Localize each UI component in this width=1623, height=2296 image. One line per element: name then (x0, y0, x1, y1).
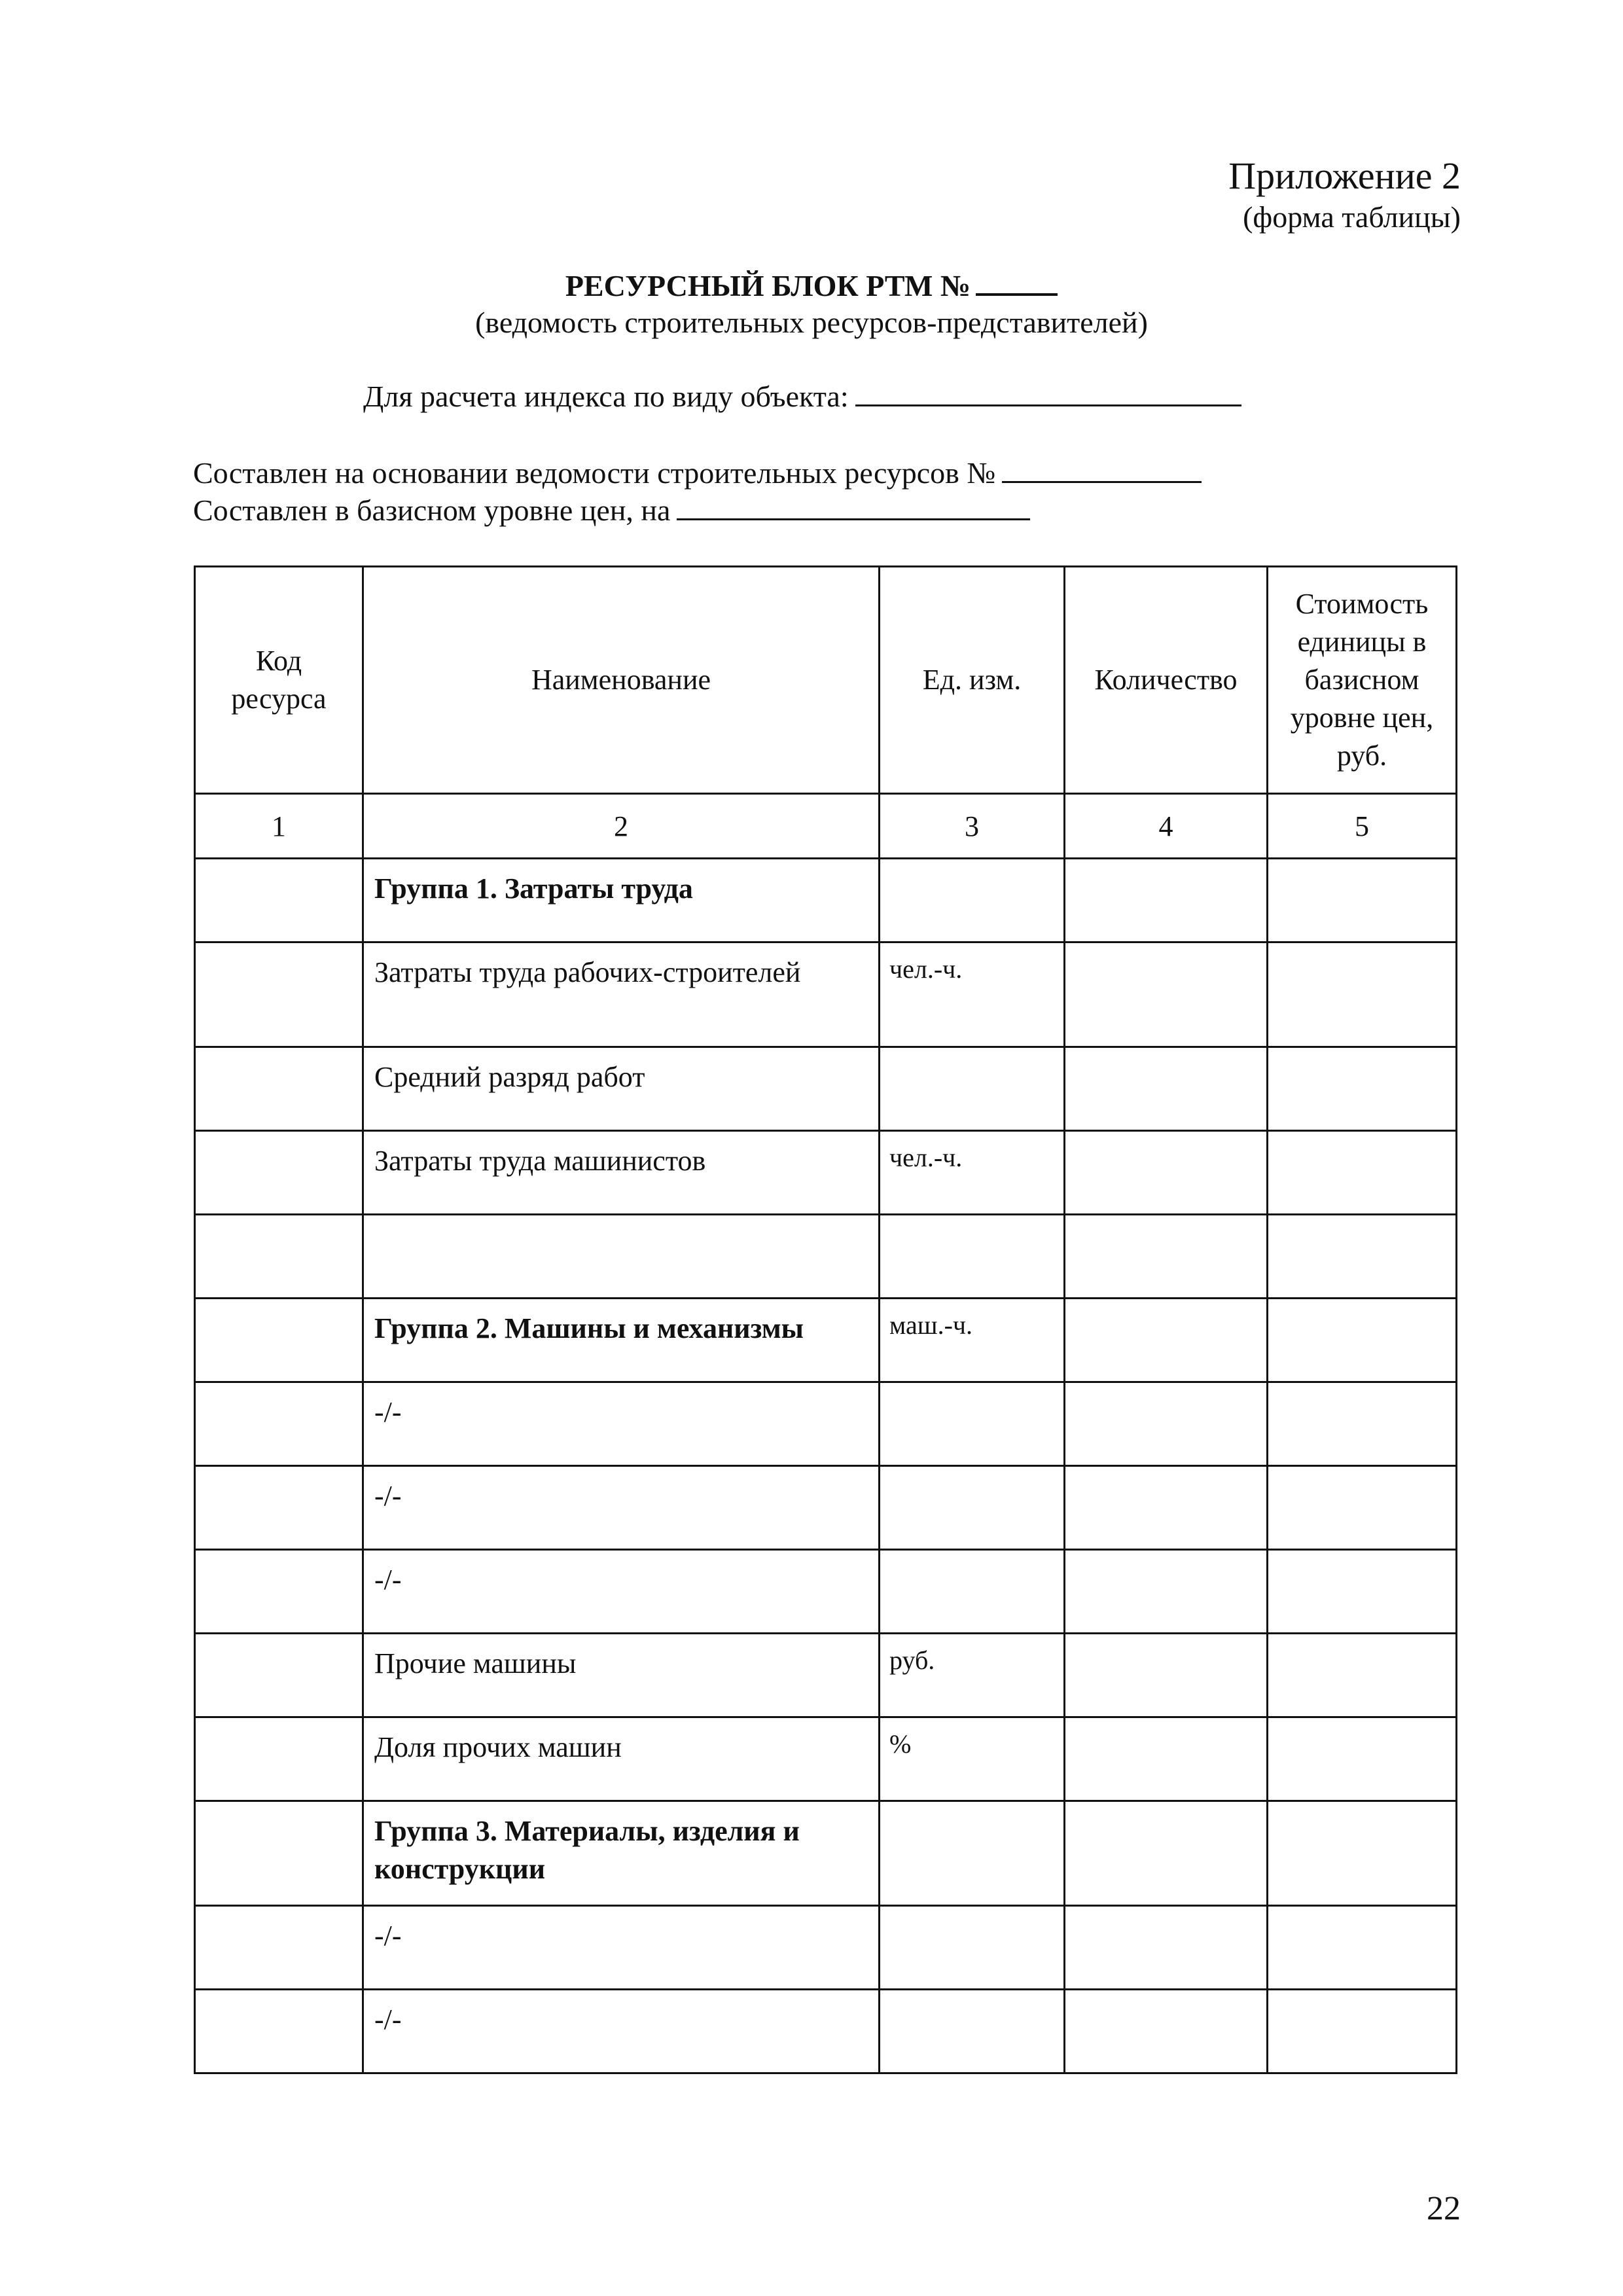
resource-code-cell (195, 859, 363, 942)
unit-cost-cell (1268, 1215, 1457, 1299)
basis-price-label: Составлен в базисном уровне цен, на (193, 493, 671, 527)
resource-code-cell (195, 1634, 363, 1717)
column-number: 5 (1268, 794, 1457, 859)
table-row (195, 942, 1457, 1047)
resource-table (194, 565, 1457, 2074)
basis-price-line (193, 492, 1030, 528)
table-row (195, 1131, 1457, 1215)
unit-cost-cell (1268, 1466, 1457, 1550)
table-row (195, 1634, 1457, 1717)
unit-cell (880, 1550, 1065, 1634)
unit-cost-cell (1268, 1550, 1457, 1634)
form-note: (форма таблицы) (1243, 200, 1461, 234)
unit-cell (880, 1047, 1065, 1131)
quantity-cell (1065, 1215, 1268, 1299)
resource-code-cell (195, 1550, 363, 1634)
table-row (195, 1466, 1457, 1550)
column-number: 4 (1065, 794, 1268, 859)
resource-code-cell (195, 942, 363, 1047)
basis-statement-blank (1002, 455, 1202, 483)
appendix-label: Приложение 2 (1228, 154, 1461, 197)
quantity-cell (1065, 1299, 1268, 1382)
unit-cost-cell (1268, 1801, 1457, 1906)
quantity-cell (1065, 1466, 1268, 1550)
quantity-cell (1065, 1550, 1268, 1634)
resource-code-cell (195, 1717, 363, 1801)
column-number: 3 (880, 794, 1065, 859)
table-row (195, 1299, 1457, 1382)
table-row (195, 1990, 1457, 2073)
basis-price-blank (677, 492, 1030, 520)
resource-name-cell (363, 1215, 880, 1299)
unit-cell: чел.-ч. (880, 942, 1065, 1047)
resource-code-cell (195, 1990, 363, 2073)
unit-cell (880, 1906, 1065, 1990)
document-subtitle: (ведомость строительных ресурсов-представителей) (475, 306, 1148, 339)
quantity-cell (1065, 1131, 1268, 1215)
unit-cell (880, 1990, 1065, 2073)
index-object-label: Для расчета индекса по виду объекта: (363, 380, 849, 413)
unit-cost-cell (1268, 1131, 1457, 1215)
unit-cell (880, 1801, 1065, 1906)
column-header-unit: Ед. изм. (880, 567, 1065, 794)
table-row (195, 1047, 1457, 1131)
unit-cell: маш.-ч. (880, 1299, 1065, 1382)
quantity-cell (1065, 1382, 1268, 1466)
resource-name-cell: Группа 1. Затраты труда (363, 859, 880, 942)
document-title (0, 267, 1623, 303)
unit-cell (880, 1215, 1065, 1299)
unit-cost-cell (1268, 1299, 1457, 1382)
table-header-row (195, 567, 1457, 794)
unit-cell: % (880, 1717, 1065, 1801)
table-row (195, 1717, 1457, 1801)
resource-code-cell (195, 1801, 363, 1906)
quantity-cell (1065, 859, 1268, 942)
unit-cost-cell (1268, 1047, 1457, 1131)
resource-name-cell: -/- (363, 1906, 880, 1990)
table-row (195, 1215, 1457, 1299)
resource-code-cell (195, 1215, 363, 1299)
unit-cell (880, 1466, 1065, 1550)
resource-code-cell (195, 1906, 363, 1990)
page-number: 22 (1427, 2190, 1461, 2227)
resource-name-cell: Средний разряд работ (363, 1047, 880, 1131)
table-row (195, 1550, 1457, 1634)
unit-cost-cell (1268, 1634, 1457, 1717)
resource-name-cell: Прочие машины (363, 1634, 880, 1717)
column-header-quantity: Количество (1065, 567, 1268, 794)
resource-name-cell: Группа 3. Материалы, изделия и конструкции (363, 1801, 880, 1906)
unit-cost-cell (1268, 859, 1457, 942)
resource-code-cell (195, 1382, 363, 1466)
unit-cost-cell (1268, 1906, 1457, 1990)
resource-name-cell: -/- (363, 1550, 880, 1634)
table-row (195, 1906, 1457, 1990)
title-text: РЕСУРСНЫЙ БЛОК РТМ № (565, 269, 971, 302)
column-header-code: Код ресурса (195, 567, 363, 794)
quantity-cell (1065, 1717, 1268, 1801)
resource-name-cell: Доля прочих машин (363, 1717, 880, 1801)
resource-name-cell: -/- (363, 1990, 880, 2073)
resource-code-cell (195, 1047, 363, 1131)
quantity-cell (1065, 1047, 1268, 1131)
index-object-blank (855, 378, 1241, 406)
title-number-blank (976, 267, 1058, 296)
column-number: 1 (195, 794, 363, 859)
resource-name-cell: Группа 2. Машины и механизмы (363, 1299, 880, 1382)
column-number: 2 (363, 794, 880, 859)
unit-cost-cell (1268, 942, 1457, 1047)
resource-name-cell: -/- (363, 1466, 880, 1550)
unit-cell: чел.-ч. (880, 1131, 1065, 1215)
table-row (195, 1801, 1457, 1906)
resource-name-cell: -/- (363, 1382, 880, 1466)
resource-name-cell: Затраты труда рабочих-строителей (363, 942, 880, 1047)
unit-cost-cell (1268, 1382, 1457, 1466)
quantity-cell (1065, 1906, 1268, 1990)
unit-cost-cell (1268, 1990, 1457, 2073)
resource-code-cell (195, 1299, 363, 1382)
unit-cost-cell (1268, 1717, 1457, 1801)
basis-statement-line (193, 455, 1202, 490)
basis-statement-label: Составлен на основании ведомости строительных ресурсов № (193, 456, 996, 490)
column-number-row (195, 794, 1457, 859)
quantity-cell (1065, 1801, 1268, 1906)
table-row (195, 859, 1457, 942)
resource-code-cell (195, 1466, 363, 1550)
unit-cell: руб. (880, 1634, 1065, 1717)
quantity-cell (1065, 942, 1268, 1047)
index-object-line (363, 378, 1241, 414)
quantity-cell (1065, 1634, 1268, 1717)
table-row (195, 1382, 1457, 1466)
column-header-name: Наименование (363, 567, 880, 794)
unit-cell (880, 1382, 1065, 1466)
unit-cell (880, 859, 1065, 942)
quantity-cell (1065, 1990, 1268, 2073)
resource-name-cell: Затраты труда машинистов (363, 1131, 880, 1215)
column-header-unit-cost: Стоимость единицы в базисном уровне цен, руб. (1268, 567, 1457, 794)
resource-code-cell (195, 1131, 363, 1215)
